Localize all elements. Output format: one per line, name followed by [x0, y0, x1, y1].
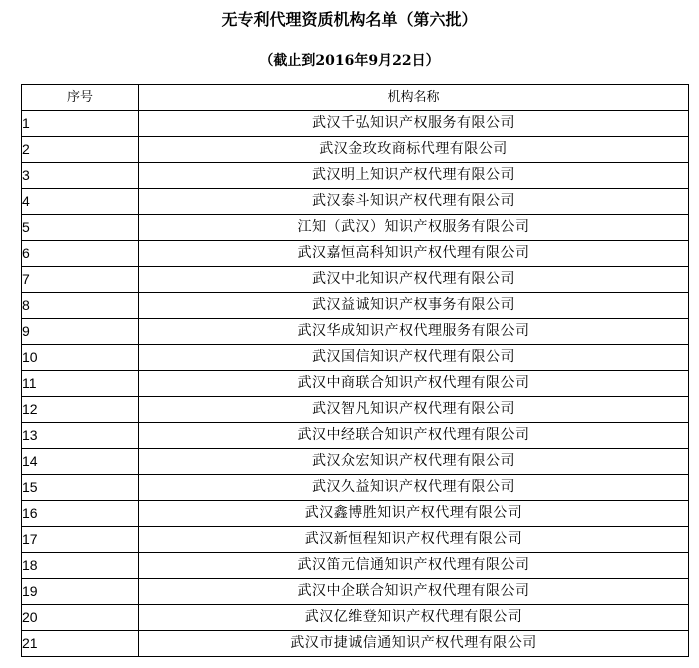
row-number: 13	[22, 423, 139, 449]
table-row	[22, 527, 689, 553]
table-row	[22, 475, 689, 501]
page-title: 无专利代理资质机构名单（第六批）	[221, 10, 478, 29]
column-header-name: 机构名称	[139, 85, 689, 111]
row-number: 8	[22, 293, 139, 319]
table-row	[22, 189, 689, 215]
organization-name: 武汉嘉恒高科知识产权代理有限公司	[139, 241, 689, 267]
row-number: 7	[22, 267, 139, 293]
table-row	[22, 501, 689, 527]
table-row	[22, 241, 689, 267]
row-number: 10	[22, 345, 139, 371]
organization-name: 武汉金玫玫商标代理有限公司	[139, 137, 689, 163]
row-number: 16	[22, 501, 139, 527]
organization-name: 武汉益诚知识产权事务有限公司	[139, 293, 689, 319]
table-body	[22, 111, 689, 657]
organization-name: 武汉华成知识产权代理服务有限公司	[139, 319, 689, 345]
row-number: 2	[22, 137, 139, 163]
table-row	[22, 111, 689, 137]
organization-name: 武汉千弘知识产权服务有限公司	[139, 111, 689, 137]
table-row	[22, 215, 689, 241]
table-row	[22, 579, 689, 605]
row-number: 19	[22, 579, 139, 605]
organization-name: 武汉国信知识产权代理有限公司	[139, 345, 689, 371]
table-row	[22, 553, 689, 579]
table-row	[22, 293, 689, 319]
row-number: 18	[22, 553, 139, 579]
organization-name: 武汉中商联合知识产权代理有限公司	[139, 371, 689, 397]
row-number: 4	[22, 189, 139, 215]
row-number: 17	[22, 527, 139, 553]
organization-name: 武汉新恒程知识产权代理有限公司	[139, 527, 689, 553]
organization-name: 武汉中经联合知识产权代理有限公司	[139, 423, 689, 449]
organization-name: 武汉众宏知识产权代理有限公司	[139, 449, 689, 475]
row-number: 14	[22, 449, 139, 475]
row-number: 5	[22, 215, 139, 241]
organization-name: 武汉久益知识产权代理有限公司	[139, 475, 689, 501]
row-number: 6	[22, 241, 139, 267]
table-row	[22, 397, 689, 423]
table-row	[22, 423, 689, 449]
row-number: 20	[22, 605, 139, 631]
column-header-number: 序号	[22, 85, 139, 111]
organization-name: 武汉泰斗知识产权代理有限公司	[139, 189, 689, 215]
row-number: 12	[22, 397, 139, 423]
row-number: 9	[22, 319, 139, 345]
organization-name: 武汉笛元信通知识产权代理有限公司	[139, 553, 689, 579]
row-number: 3	[22, 163, 139, 189]
table-row	[22, 631, 689, 657]
organization-table	[21, 84, 689, 657]
table-row	[22, 371, 689, 397]
organization-name: 武汉市捷诚信通知识产权代理有限公司	[139, 631, 689, 657]
table-row	[22, 449, 689, 475]
table-row	[22, 605, 689, 631]
page-subtitle: （截止到2016年9月22日）	[259, 53, 440, 69]
organization-name: 武汉鑫博胜知识产权代理有限公司	[139, 501, 689, 527]
table-header-row	[22, 85, 689, 111]
organization-name: 武汉亿维登知识产权代理有限公司	[139, 605, 689, 631]
table-row	[22, 163, 689, 189]
table-row	[22, 319, 689, 345]
organization-name: 武汉智凡知识产权代理有限公司	[139, 397, 689, 423]
row-number: 1	[22, 111, 139, 137]
organization-name: 武汉中北知识产权代理有限公司	[139, 267, 689, 293]
table-row	[22, 137, 689, 163]
row-number: 11	[22, 371, 139, 397]
row-number: 21	[22, 631, 139, 657]
row-number: 15	[22, 475, 139, 501]
organization-name: 江知（武汉）知识产权服务有限公司	[139, 215, 689, 241]
organization-name: 武汉明上知识产权代理有限公司	[139, 163, 689, 189]
table-row	[22, 267, 689, 293]
organization-name: 武汉中企联合知识产权代理有限公司	[139, 579, 689, 605]
table-row	[22, 345, 689, 371]
